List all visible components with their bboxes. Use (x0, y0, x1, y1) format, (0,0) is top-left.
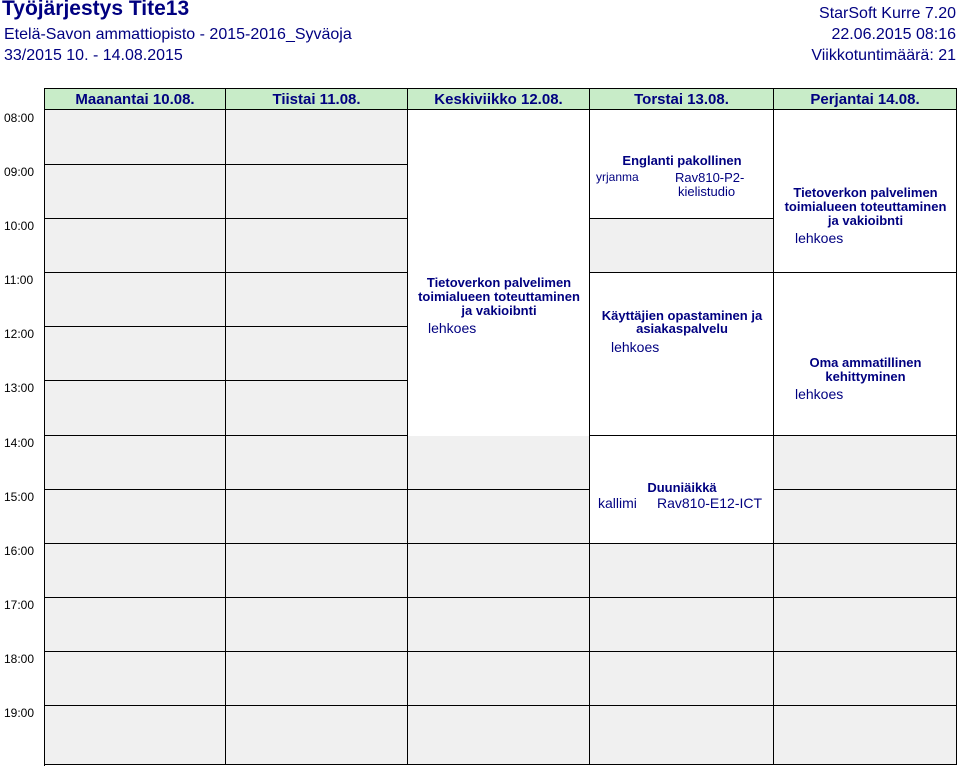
lesson-teacher: lehkoes (428, 320, 477, 336)
empty-slot (226, 544, 408, 598)
lesson-title-line: Käyttäjien opastaminen ja (601, 308, 763, 323)
day-header-wednesday: Keskiviikko 12.08. (408, 88, 590, 110)
lesson-title-line: toimialueen toteuttaminen (784, 199, 947, 214)
lesson-title: Duuniäikkä (647, 480, 717, 495)
empty-slot (408, 706, 590, 765)
empty-slot (226, 327, 408, 381)
empty-slot (590, 544, 774, 598)
day-header-tuesday: Tiistai 11.08. (226, 88, 408, 110)
empty-slot (44, 598, 226, 652)
empty-slot (44, 544, 226, 598)
empty-slot (44, 706, 226, 765)
lesson-title-line: Tietoverkon palvelimen (793, 185, 938, 200)
time-label: 10:00 (4, 219, 35, 233)
empty-slot (774, 436, 957, 490)
empty-slot (408, 652, 590, 706)
empty-slot (44, 273, 226, 327)
empty-slot (226, 652, 408, 706)
empty-slot (774, 598, 957, 652)
lesson-teacher: kallimi (598, 495, 637, 511)
empty-slot (44, 219, 226, 273)
empty-slot (408, 544, 590, 598)
empty-slot (44, 165, 226, 219)
week-range: 33/2015 10. - 14.08.2015 (4, 47, 183, 64)
empty-slot (226, 598, 408, 652)
empty-slot (774, 544, 957, 598)
time-label: 13:00 (4, 381, 35, 395)
lesson-title-line: asiakaspalvelu (636, 321, 728, 336)
empty-slot (590, 219, 774, 273)
time-label: 12:00 (4, 327, 35, 341)
empty-slot (590, 652, 774, 706)
time-label: 14:00 (4, 436, 35, 450)
empty-slot (44, 327, 226, 381)
day-header-monday: Maanantai 10.08. (44, 88, 226, 110)
empty-slot (590, 598, 774, 652)
empty-slot (44, 110, 226, 165)
lesson-teacher: lehkoes (795, 230, 844, 246)
empty-slot (44, 652, 226, 706)
time-label: 11:00 (4, 273, 34, 287)
lesson-title-line: toimialueen toteuttaminen (418, 289, 580, 304)
day-header-thursday: Torstai 13.08. (590, 88, 774, 110)
empty-slot (226, 165, 408, 219)
empty-slot (226, 273, 408, 327)
lesson-title-line: kehittyminen (825, 369, 906, 384)
empty-slot (44, 490, 226, 544)
time-label: 09:00 (4, 165, 35, 179)
empty-slot (226, 436, 408, 490)
page-title: Työjärjestys Tite13 (2, 0, 190, 20)
empty-slot (408, 436, 590, 490)
lesson-tietoverkon-wednesday[interactable] (408, 110, 590, 437)
time-label: 16:00 (4, 544, 35, 558)
time-label: 15:00 (4, 490, 35, 504)
empty-slot (774, 652, 957, 706)
day-header-friday: Perjantai 14.08. (774, 88, 957, 110)
lesson-title: Englanti pakollinen (622, 153, 742, 168)
empty-slot (408, 490, 590, 544)
empty-slot (226, 110, 408, 165)
empty-slot (774, 490, 957, 544)
lesson-room: Rav810-E12-ICT (657, 495, 763, 511)
lesson-title-line: Oma ammatillinen (809, 355, 922, 370)
lesson-title-line: Tietoverkon palvelimen (426, 275, 572, 290)
lesson-room: kielistudio (678, 184, 736, 199)
school-name: Etelä-Savon ammattiopisto - 2015-2016_Syväoja (4, 26, 352, 43)
time-label: 19:00 (4, 706, 35, 720)
weekly-hours: Viikkotuntimäärä: 21 (811, 47, 956, 64)
empty-slot (408, 598, 590, 652)
time-label: 17:00 (4, 598, 35, 612)
print-timestamp: 22.06.2015 08:16 (831, 26, 956, 43)
lesson-title-line: ja vakioibnti (827, 213, 904, 228)
lesson-teacher: yrjanma (596, 170, 639, 184)
empty-slot (226, 490, 408, 544)
lesson-teacher: lehkoes (795, 386, 844, 402)
grid-left-border (44, 110, 45, 765)
empty-slot (774, 706, 957, 765)
empty-slot (44, 436, 226, 490)
time-label: 08:00 (4, 111, 35, 125)
empty-slot (44, 381, 226, 436)
empty-slot (590, 706, 774, 765)
lesson-room: Rav810-P2- (675, 170, 745, 185)
empty-slot (226, 381, 408, 436)
empty-slot (226, 706, 408, 765)
empty-slot (226, 219, 408, 273)
lesson-title-line: ja vakioibnti (461, 303, 537, 318)
lesson-teacher: lehkoes (611, 339, 660, 355)
time-label: 18:00 (4, 652, 35, 666)
software-version: StarSoft Kurre 7.20 (819, 5, 956, 22)
